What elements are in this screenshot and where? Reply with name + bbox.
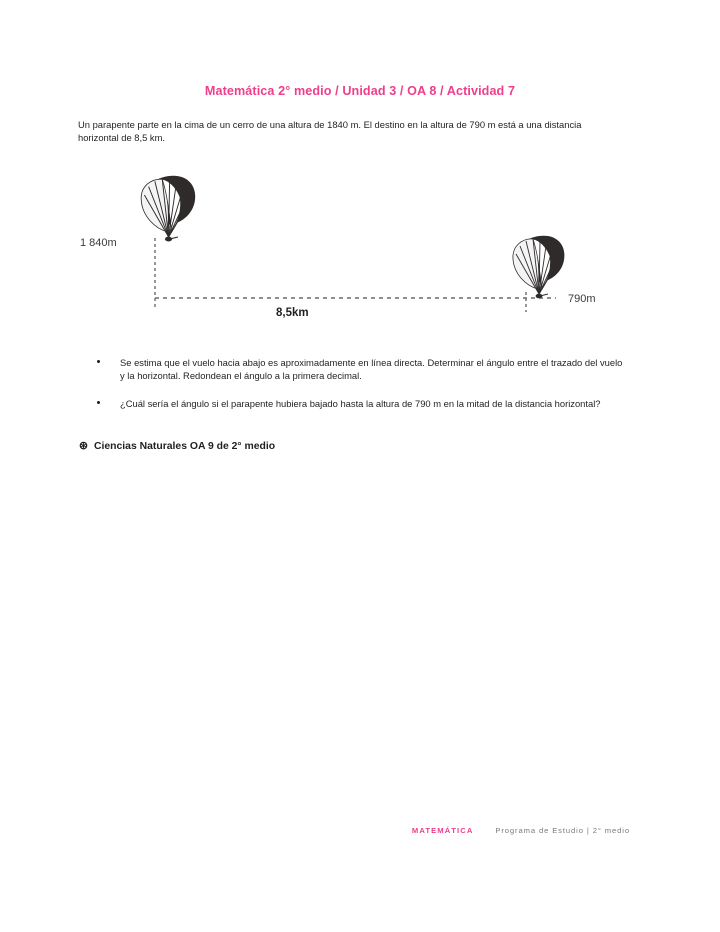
- list-item-text: ¿Cuál sería el ángulo si el parapente hubiera bajado hasta la altura de 790 m en la mitad de la distancia horizontal?: [120, 397, 601, 409]
- paraglider-start: [141, 176, 195, 242]
- page-footer: [0, 826, 720, 835]
- footer-meta: Programa de Estudio | 2° medio: [495, 826, 630, 835]
- paraglider-end: [513, 236, 564, 299]
- footer-brand: MATEMÁTICA: [411, 826, 474, 835]
- cross-curricular-link-text: Ciencias Naturales OA 9 de 2° medio: [94, 441, 276, 452]
- cross-curricular-link: [78, 441, 638, 452]
- horizontal-distance-label: 8,5km: [276, 307, 309, 319]
- task-list: [96, 356, 624, 424]
- bullet-dot-icon: [97, 401, 100, 404]
- connection-icon: ⊛: [78, 440, 89, 452]
- intro-paragraph: Un parapente parte en la cima de un cerro de una altura de 1840 m. El destino en la altura de 790 m está a una distancia horizontal de 8,5 km.: [78, 119, 582, 144]
- start-altitude-label: 1 840m: [80, 237, 117, 249]
- list-item-text: Se estima que el vuelo hacia abajo es aproximadamente en línea directa. Determinar el ángulo entre el trazado del vuelo y la horizontal. Redondean el ángulo a la primera decimal.: [120, 357, 623, 382]
- paraglider-descent-diagram: [78, 160, 624, 340]
- end-altitude-label: 790m: [568, 293, 596, 305]
- page-title: Matemática 2° medio / Unidad 3 / OA 8 / Actividad 7: [204, 84, 516, 98]
- list-item: [96, 356, 624, 383]
- list-item: [96, 397, 624, 410]
- bullet-dot-icon: [97, 360, 100, 363]
